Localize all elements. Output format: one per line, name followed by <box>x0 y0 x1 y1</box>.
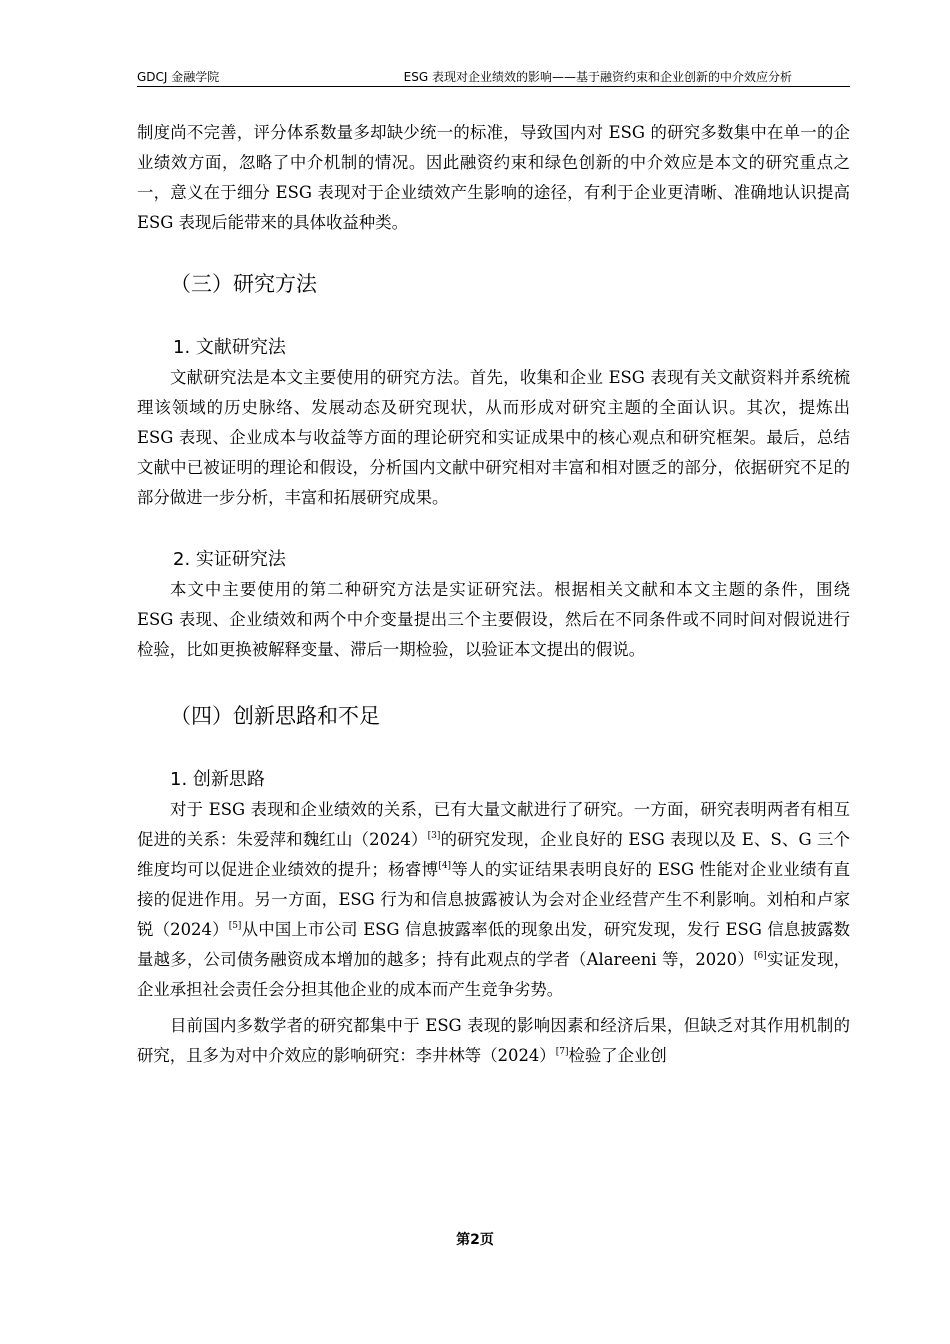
running-header <box>137 64 850 87</box>
text-segment: 从中国上市公司 ESG 信息披露率低的现象出发，研究发现，发行 ESG 信息披露数量越多，公司债务融资成本增加的越多；持有此观点的学者（Alareeni 等，2020） <box>137 920 850 969</box>
paragraph-intro-continued: 制度尚不完善，评分体系数量多却缺少统一的标准，导致国内对 ESG 的研究多数集中在单一的企业绩效方面，忽略了中介机制的情况。因此融资约束和绿色创新的中介效应是本文的研究重点之一，意义在于细分 ESG 表现对于企业绩效产生影响的途径，有利于企业更清晰、准确地认识提高 ESG 表现后能带来的具体收益种类。 <box>137 123 850 232</box>
paragraph-empirical-method: 本文中主要使用的第二种研究方法是实证研究法。根据相关文献和本文主题的条件，围绕 ESG 表现、企业绩效和两个中介变量提出三个主要假设，然后在不同条件或不同时间对假说进行检验，比如更换被解释变量、滞后一期检验，以验证本文提出的假说。 <box>137 580 850 659</box>
text-segment: 的研究发现，企业良好的 ESG 表现以及 E、S、G 三个维度均可以促进企业绩效的提升；杨睿博 <box>137 830 850 879</box>
citation-ref-5: [5] <box>228 921 242 931</box>
text-segment: 实证发现，企业承担社会责任会分担其他企业的成本而产生竞争劣势。 <box>137 950 851 999</box>
subheading-literature-method: 1. 文献研究法 <box>173 337 286 358</box>
citation-ref-3: [3] <box>427 831 441 841</box>
subheading-innovation-ideas: 1. 创新思路 <box>170 769 265 790</box>
paragraph-literature-method: 文献研究法是本文主要使用的研究方法。首先，收集和企业 ESG 表现有关文献资料并系统梳理该领域的历史脉络、发展动态及研究现状，从而形成对研究主题的全面认识。其次，提炼出 ESG 表现、企业成本与收益等方面的理论研究和实证成果中的核心观点和研究框架。最后，总结文献中已被证明的理论和假设，分析国内文献中研究相对丰富和相对匮乏的部分，依据研究不足的部分做进一步分析，丰富和拓展研究成果。 <box>137 368 850 507</box>
page-content <box>137 118 850 1071</box>
header-paper-title: ESG 表现对企业绩效的影响——基于融资约束和企业创新的中介效应分析 <box>403 70 792 84</box>
paragraph-innovation-1 <box>137 795 850 1005</box>
subheading-empirical-method: 2. 实证研究法 <box>173 549 286 570</box>
header-institution: GDCJ 金融学院 <box>137 70 220 84</box>
citation-ref-7: [7] <box>555 1047 569 1057</box>
citation-ref-4: [4] <box>438 861 452 871</box>
text-segment: 检验了企业创 <box>568 1046 667 1065</box>
paragraph-innovation-2 <box>137 1011 850 1071</box>
section-heading-methods: （三）研究方法 <box>170 272 317 296</box>
text-segment: 对于 ESG 表现和企业绩效的关系，已有大量文献进行了研究。一方面，研究表明两者有相互促进的关系：朱爱萍和魏红山（2024） <box>137 800 850 849</box>
text-segment: 等人的实证结果表明良好的 ESG 性能对企业业绩有直接的促进作用。另一方面，ESG 行为和信息披露被认为会对企业经营产生不利影响。刘柏和卢家锐（2024） <box>137 860 850 939</box>
page-number: 第2页 <box>456 1232 494 1248</box>
section-heading-innovation: （四）创新思路和不足 <box>170 704 380 728</box>
citation-ref-6: [6] <box>753 951 767 961</box>
text-segment: 目前国内多数学者的研究都集中于 ESG 表现的影响因素和经济后果，但缺乏对其作用机制的研究，且多为对中介效应的影响研究：李井林等（2024） <box>137 1016 850 1065</box>
